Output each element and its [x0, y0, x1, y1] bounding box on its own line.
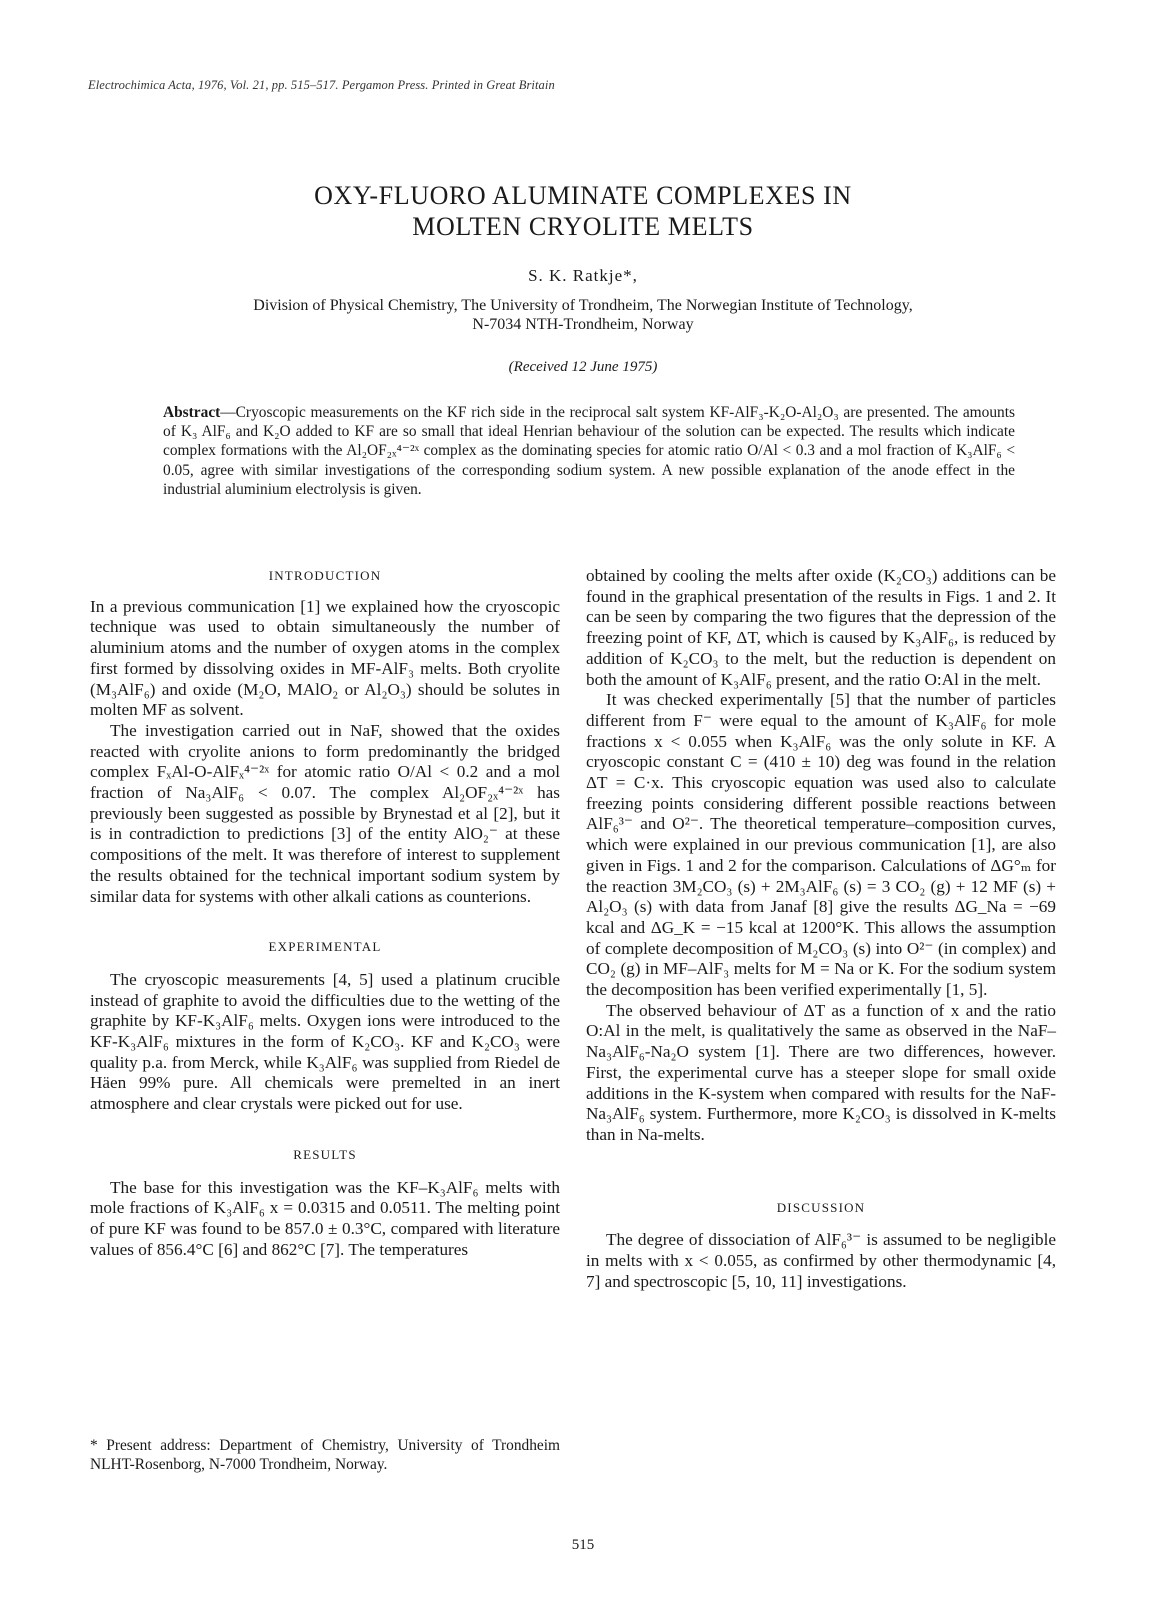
footnote-text: * Present address: Department of Chemistry, University of Trondheim NLHT-Rosenborg, N-7000 Trondheim, Norway. — [90, 1437, 560, 1473]
left-column — [90, 566, 560, 1260]
results-paragraph-1: The base for this investigation was the KF–K₃AlF₆ melts with mole fractions of K₃AlF₆ x = 0.0315 and 0.0511. The melting point of pure KF was found to be 857.0 ± 0.3°C, compared with literature values of 856.4°C [6] and 862°C [7]. The temperatures — [90, 1177, 560, 1259]
experimental-heading: EXPERIMENTAL — [268, 939, 382, 955]
title-line-1: OXY-FLUORO ALUMINATE COMPLEXES IN — [314, 181, 852, 210]
discussion-heading: DISCUSSION — [776, 1199, 866, 1215]
results-paragraph-3: It was checked experimentally [5] that the number of particles different from F⁻ were equal to the amount of K₃AlF₆ for mole fractions x < 0.055 when K₃AlF₆ was the only solute in KF. A cryoscopic constant C = (410 ± 10) deg was found in the relation ΔT = C·x. This cryoscopic equation was used also to calculate freezing points considering different possible reactions between AlF₆³⁻ and O²⁻. The theoretical temperature–composition curves, which were explained in our previous communication [1], are also given in Figs. 1 and 2 for the comparison. Calculations of ΔG°ₘ for the reaction 3M₂CO₃ (s) + 2M₃AlF₆ (s) = 3 CO₂ (g) + 12 MF (s) + Al₂O₃ (s) with data from Janaf [8] give the results ΔG_Na = −69 kcal and ΔG_K = −15 kcal at 1200°K. This allows the assumption of complete decomposition of M₂CO₃ (s) into O²⁻ (in complex) and CO₂ (g) in MF–AlF₃ melts for M = Na or K. For the sodium system the decomposition has been verified experimentally [1, 5]. — [586, 690, 1056, 1000]
introduction-heading: INTRODUCTION — [268, 568, 382, 583]
footnote — [90, 1437, 560, 1474]
results-paragraph-4: The observed behaviour of ΔT as a function of x and the ratio O:Al in the melt, is qualitatively the same as observed in the NaF–Na₃AlF₆-Na₂O system [1]. There are two differences, however. First, the experimental curve has a steeper slope for small oxide additions in the K-system when compared with results for the NaF-Na₃AlF₆ system. Furthermore, more K₂CO₃ is dissolved in K-melts than in Na-melts. — [586, 1000, 1056, 1144]
affiliation-line-1: Division of Physical Chemistry, The University of Trondheim, The Norwegian Institute of Technology, — [253, 297, 913, 314]
abstract-label: Abstract — [163, 404, 221, 421]
abstract — [163, 403, 1015, 499]
abstract-text: —Cryoscopic measurements on the KF rich side in the reciprocal salt system KF-AlF₃-K₂O-Al₂O₃ are presented. The amounts of K₃ AlF₆ and K₂O added to KF are so small that ideal Henrian behaviour of the solution can be expected. The results which indicate complex formations with the Al₂OF₂ₓ⁴⁻²ˣ complex as the dominating species for atomic ratio O/Al < 0.3 and a mol fraction of K₃AlF₆ < 0.05, agree with similar investigations of the corresponding sodium system. A new possible explanation of the anode effect in the industrial aluminium electrolysis is given. — [163, 404, 1015, 498]
author-name: S. K. Ratkje*, — [528, 266, 638, 285]
page-number: 515 — [571, 1537, 595, 1553]
results-heading: RESULTS — [293, 1146, 357, 1162]
journal-citation: Electrochimica Acta, 1976, Vol. 21, pp. 515–517. Pergamon Press. Printed in Great Britain — [88, 78, 555, 92]
introduction-paragraph-2: The investigation carried out in NaF, showed that the oxides reacted with cryolite anions to form predominantly the bridged complex FₓAl-O-AlFₓ⁴⁻²ˣ for atomic ratio O/Al < 0.2 and a mol fraction of Na₃AlF₆ < 0.07. The complex Al₂OF₂ₓ⁴⁻²ˣ has previously been suggested as possible by Brynestad et al [2], but it is in contradiction to predictions [3] of the entity AlO₂⁻ at these compositions of the melt. It was therefore of interest to supplement the results obtained for the technical important sodium system by similar data for systems with other alkali cations as counterions. — [90, 720, 560, 906]
author-affiliation — [100, 296, 1066, 334]
discussion-paragraph-1: The degree of dissociation of AlF₆³⁻ is assumed to be negligible in melts with x < 0.055, as confirmed by other thermodynamic [4, 7] and spectroscopic [5, 10, 11] investigations. — [586, 1230, 1056, 1291]
results-paragraph-2: obtained by cooling the melts after oxide (K₂CO₃) additions can be found in the graphical presentation of the results in Figs. 1 and 2. It can be seen by comparing the two figures that the depression of the freezing point of KF, ΔT, which is caused by K₃AlF₆, is reduced by addition of K₂CO₃ to the melt, but the reduction is dependent on both the amount of K₃AlF₆ present, and the ratio O:Al in the melt. — [586, 566, 1056, 689]
title-line-2: MOLTEN CRYOLITE MELTS — [412, 212, 754, 241]
affiliation-line-2: N-7034 NTH-Trondheim, Norway — [472, 316, 694, 333]
received-date: (Received 12 June 1975) — [508, 359, 658, 375]
paper-title — [100, 180, 1066, 242]
experimental-paragraph-1: The cryoscopic measurements [4, 5] used a platinum crucible instead of graphite to avoid the difficulties due to the wetting of the graphite by KF-K₃AlF₆ melts. Oxygen ions were introduced to the KF-K₃AlF₆ mixtures in the form of K₂CO₃. KF and K₂CO₃ were quality p.a. from Merck, while K₃AlF₆ was supplied from Riedel de Häen 99% pure. All chemicals were premelted in an inert atmosphere and clear crystals were picked out for use. — [90, 969, 560, 1114]
introduction-paragraph-1: In a previous communication [1] we explained how the cryoscopic technique was used to obtain simultaneously the number of aluminium atoms and the number of oxygen atoms in the complex first formed by dissolving oxides in MF-AlF₃ melts. Both cryolite (M₃AlF₆) and oxide (M₂O, MAlO₂ or Al₂O₃) should be solutes in molten MF as solvent. — [90, 596, 560, 720]
right-column — [586, 566, 1056, 1293]
